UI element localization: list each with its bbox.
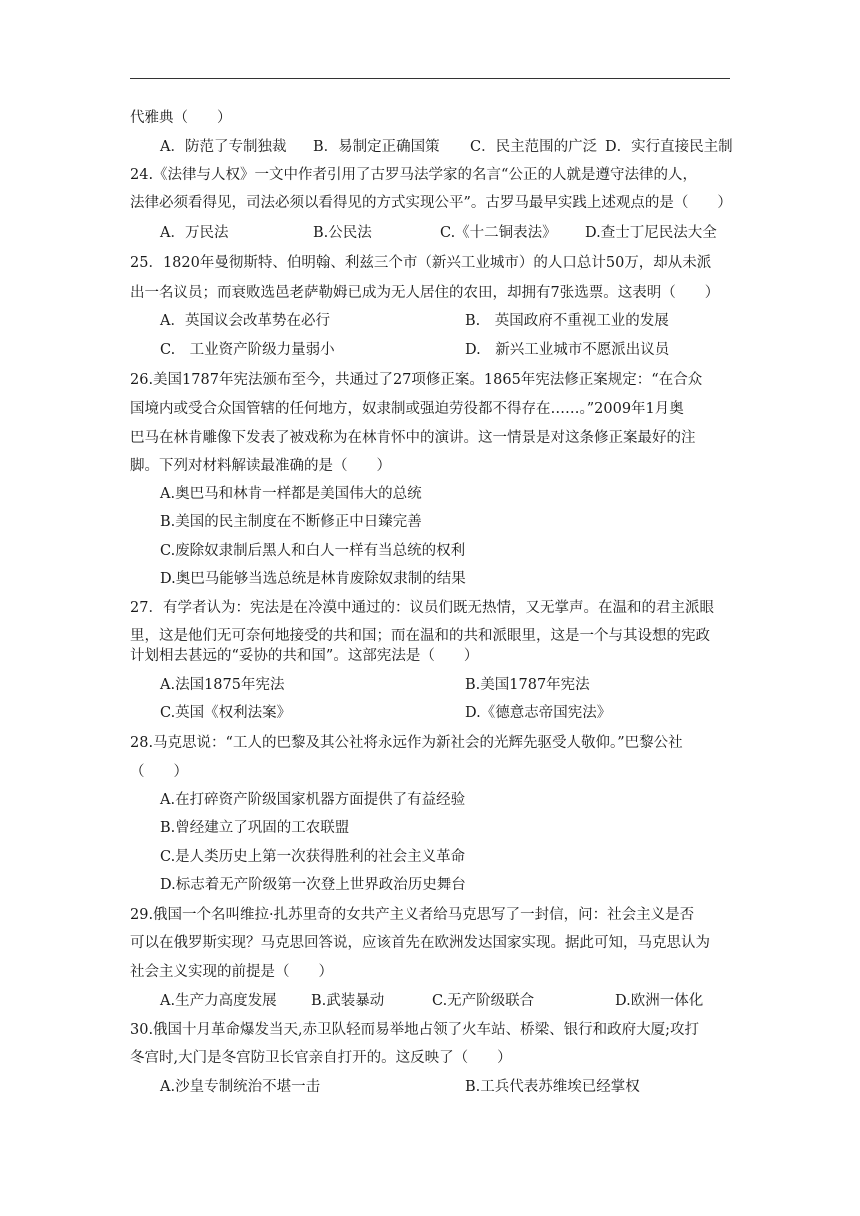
q29-option-d: D.欧洲一体化 — [615, 993, 704, 1009]
q30-option-b: B.工兵代表苏维埃已经掌权 — [465, 1079, 640, 1095]
q27-stem-line-2: 里，这是他们无可奈何地接受的共和国；而在温和的共和派眼里，这是一个与其设想的宪政 — [130, 628, 710, 644]
q29-stem-line-3: 社会主义实现的前提是（ ） — [130, 964, 333, 980]
q26-option-d: D.奥巴马能够当选总统是林肯废除奴隶制的结果 — [160, 571, 466, 587]
q29-stem-line-1: 29.俄国一个名叫维拉·扎苏里奇的女共产主义者给马克思写了一封信，问：社会主义是否 — [130, 907, 695, 923]
q26-option-c: C.废除奴隶制后黑人和白人一样有当总统的权利 — [160, 543, 466, 559]
q23-stem: 代雅典（ ） — [130, 110, 232, 126]
q28-option-b: B.曾经建立了巩固的工农联盟 — [160, 820, 350, 836]
q27-option-c: C.英国《权利法案》 — [160, 705, 292, 721]
q26-stem-line-3: 巴马在林肯雕像下发表了被戏称为在林肯怀中的演讲。这一情景是对这条修正案最好的注 — [130, 430, 696, 446]
q23-option-b: B．易制定正确国策 — [313, 139, 440, 155]
q26-option-b: B.美国的民主制度在不断修正中日臻完善 — [160, 514, 422, 530]
q29-option-b: B.武装暴动 — [311, 993, 385, 1009]
q23-option-c: C．民主范围的广泛 — [470, 139, 598, 155]
q26-stem-line-1: 26.美国1787年宪法颁布至今，共通过了27项修正案。1865年宪法修正案规定：“在合众 — [130, 372, 703, 388]
q26-option-a: A.奥巴马和林肯一样都是美国伟大的总统 — [160, 486, 422, 502]
q27-option-d: D.《德意志帝国宪法》 — [465, 705, 612, 721]
q28-option-a: A.在打碎资产阶级国家机器方面提供了有益经验 — [160, 792, 466, 808]
q29-option-a: A.生产力高度发展 — [160, 993, 277, 1009]
q25-option-a: A．英国议会改革势在必行 — [160, 313, 330, 329]
q25-stem-line-1: 25．1820年曼彻斯特、伯明翰、利兹三个市（新兴工业城市）的人口总计50万，却从未派 — [130, 255, 712, 271]
q24-stem-line-1: 24.《法律与人权》一文中作者引用了古罗马法学家的名言“公正的人就是遵守法律的人， — [130, 167, 697, 183]
q26-stem-line-2: 国境内或受合众国管辖的任何地方，奴隶制或强迫劳役都不得存在……。”2009年1月奥 — [130, 401, 684, 417]
q30-stem-line-2: 冬宫时,大门是冬宫防卫长官亲自打开的。这反映了（ ） — [130, 1050, 512, 1066]
q24-option-c: C.《十二铜表法》 — [440, 225, 557, 241]
q27-stem-line-3: 计划相去甚远的“妥协的共和国”。这部宪法是（ ） — [130, 648, 479, 664]
q23-option-a: A．防范了专制独裁 — [160, 139, 287, 155]
q28-stem-line-2: （ ） — [130, 764, 188, 780]
q28-stem-line-1: 28.马克思说：“工人的巴黎及其公社将永远作为新社会的光辉先驱受人敬仰。”巴黎公社 — [130, 735, 683, 751]
q26-stem-line-4: 脚。下列对材料解读最准确的是（ ） — [130, 458, 391, 474]
q27-option-b: B.美国1787年宪法 — [465, 677, 590, 693]
q25-option-b: B. 英国政府不重视工业的发展 — [465, 313, 669, 329]
q24-option-b: B.公民法 — [313, 225, 372, 241]
q25-stem-line-2: 出一名议员；而衰败选邑老萨勒姆已成为无人居住的农田，却拥有7张选票。这表明（ ） — [130, 285, 720, 301]
q30-stem-line-1: 30.俄国十月革命爆发当天,赤卫队轻而易举地占领了火车站、桥梁、银行和政府大厦;攻打 — [130, 1022, 700, 1038]
q27-option-a: A.法国1875年宪法 — [160, 677, 285, 693]
header-rule — [130, 78, 730, 79]
q30-option-a: A.沙皇专制统治不堪一击 — [160, 1079, 321, 1095]
q23-option-d: D．实行直接民主制 — [605, 139, 733, 155]
q24-option-a: A．万民法 — [160, 225, 229, 241]
q28-option-c: C.是人类历史上第一次获得胜利的社会主义革命 — [160, 849, 466, 865]
q28-option-d: D.标志着无产阶级第一次登上世界政治历史舞台 — [160, 877, 466, 893]
q24-stem-line-2: 法律必须看得见，司法必须以看得见的方式实现公平”。古罗马最早实践上述观点的是（ ） — [130, 195, 732, 211]
q29-stem-line-2: 可以在俄罗斯实现？马克思回答说，应该首先在欧洲发达国家实现。据此可知，马克思认为 — [130, 935, 710, 951]
q27-stem-line-1: 27．有学者认为：宪法是在冷漠中通过的：议员们既无热情，又无掌声。在温和的君主派眼 — [130, 600, 714, 616]
q29-option-c: C.无产阶级联合 — [432, 993, 535, 1009]
q25-option-d: D. 新兴工业城市不愿派出议员 — [465, 342, 670, 358]
q24-option-d: D.查士丁尼民法大全 — [585, 225, 717, 241]
q25-option-c: C. 工业资产阶级力量弱小 — [160, 342, 335, 358]
